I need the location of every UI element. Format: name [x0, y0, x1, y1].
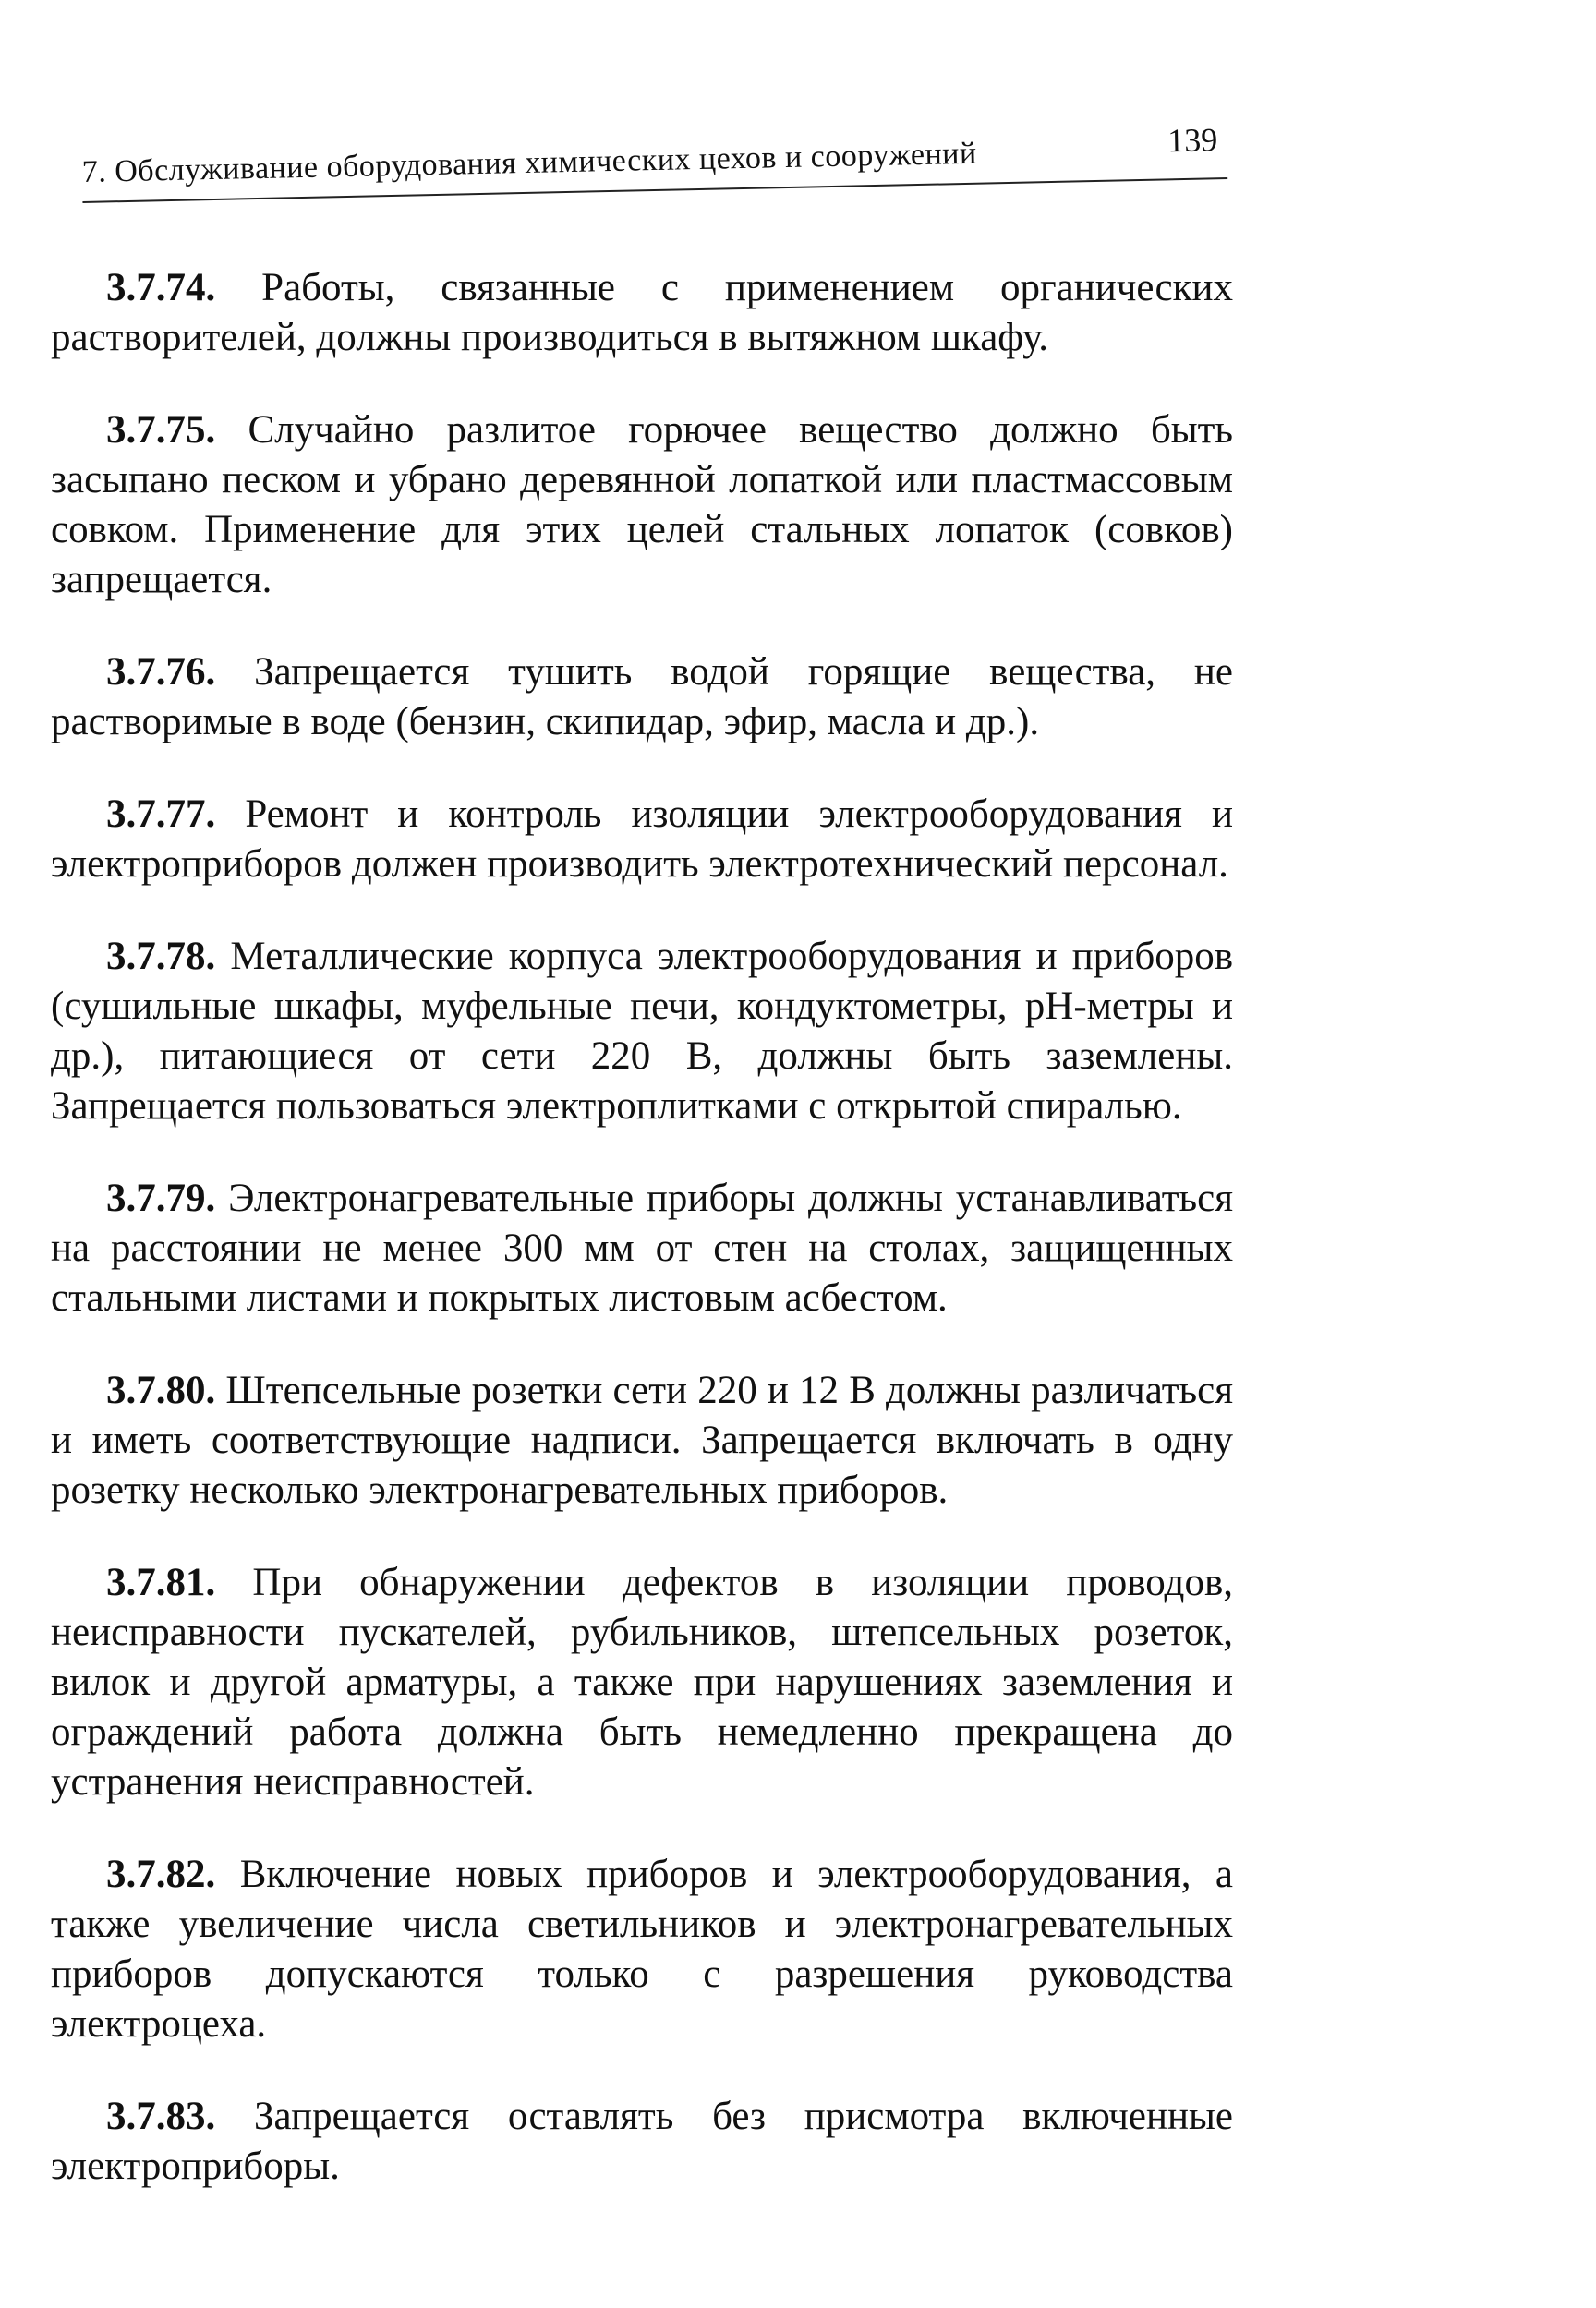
paragraph-3-7-77 — [51, 790, 1233, 889]
paragraph-text: Работы, связанные с применением органических растворителей, должны производиться в вытяжном шкафу. — [51, 266, 1233, 359]
paragraph-text: Случайно разлитое горючее вещество должно быть засыпано песком и убрано деревянной лопаткой или пластмассовым совком. Применение для этих целей стальных лопаток (совков) запрещается. — [51, 408, 1233, 601]
paragraph-3-7-74 — [51, 263, 1233, 363]
paragraph-number: 3.7.79. — [106, 1177, 216, 1220]
paragraph-3-7-83 — [51, 2092, 1233, 2192]
chapter-title: 7. Обслуживание оборудования химических цехов и сооружений — [81, 136, 977, 189]
paragraph-text: Ремонт и контроль изоляции электрооборудования и электроприборов должен производить электротехнический персонал. — [51, 792, 1233, 886]
paragraph-number: 3.7.74. — [106, 266, 216, 309]
paragraph-number: 3.7.81. — [106, 1561, 216, 1604]
paragraph-3-7-76 — [51, 647, 1233, 747]
paragraph-number: 3.7.77. — [106, 792, 216, 836]
paragraph-text: Металлические корпуса электрооборудования и приборов (сушильные шкафы, муфельные печи, кондуктометры, pH-метры и др.), питающиеся от сети 220 В, должны быть заземлены. Запрещается пользоваться электроплитками с открытой спиралью. — [51, 935, 1233, 1128]
paragraph-number: 3.7.78. — [106, 935, 216, 978]
paragraph-text: Включение новых приборов и электрооборудования, а также увеличение числа светильников и электронагревательных приборов допускаются только с разрешения руководства электроцеха. — [51, 1853, 1234, 2046]
paragraph-text: Электронагревательные приборы должны устанавливаться на расстоянии не менее 300 мм от стен на столах, защищенных стальными листами и покрытых листовым асбестом. — [51, 1177, 1234, 1320]
paragraph-text: Запрещается тушить водой горящие вещества, не растворимые в воде (бензин, скипидар, эфир, масла и др.). — [51, 650, 1234, 743]
paragraph-number: 3.7.75. — [106, 408, 216, 452]
paragraph-number: 3.7.76. — [106, 650, 216, 694]
paragraph-3-7-78 — [51, 932, 1233, 1131]
paragraph-3-7-81 — [51, 1558, 1233, 1807]
paragraph-text: Запрещается оставлять без присмотра включенные электроприборы. — [51, 2095, 1234, 2188]
paragraph-3-7-82 — [51, 1850, 1233, 2049]
paragraph-number: 3.7.82. — [106, 1853, 216, 1896]
paragraph-text: Штепсельные розетки сети 220 и 12 В должны различаться и иметь соответствующие надписи. Запрещается включать в одну розетку несколько электронагревательных приборов. — [51, 1369, 1234, 1512]
paragraph-3-7-79 — [51, 1174, 1233, 1323]
running-header — [81, 115, 1228, 222]
paragraph-number: 3.7.83. — [106, 2095, 216, 2138]
page-number: 139 — [1167, 121, 1218, 160]
page-body — [51, 263, 1233, 2234]
paragraph-3-7-75 — [51, 405, 1233, 605]
paragraph-3-7-80 — [51, 1366, 1233, 1516]
paragraph-text: При обнаружении дефектов в изоляции проводов, неисправности пускателей, рубильников, штепсельных розеток, вилок и другой арматуры, а также при нарушениях заземления и ограждений работа должна быть немедленно прекращена до устранения неисправностей. — [51, 1561, 1233, 1804]
paragraph-number: 3.7.80. — [106, 1369, 216, 1412]
